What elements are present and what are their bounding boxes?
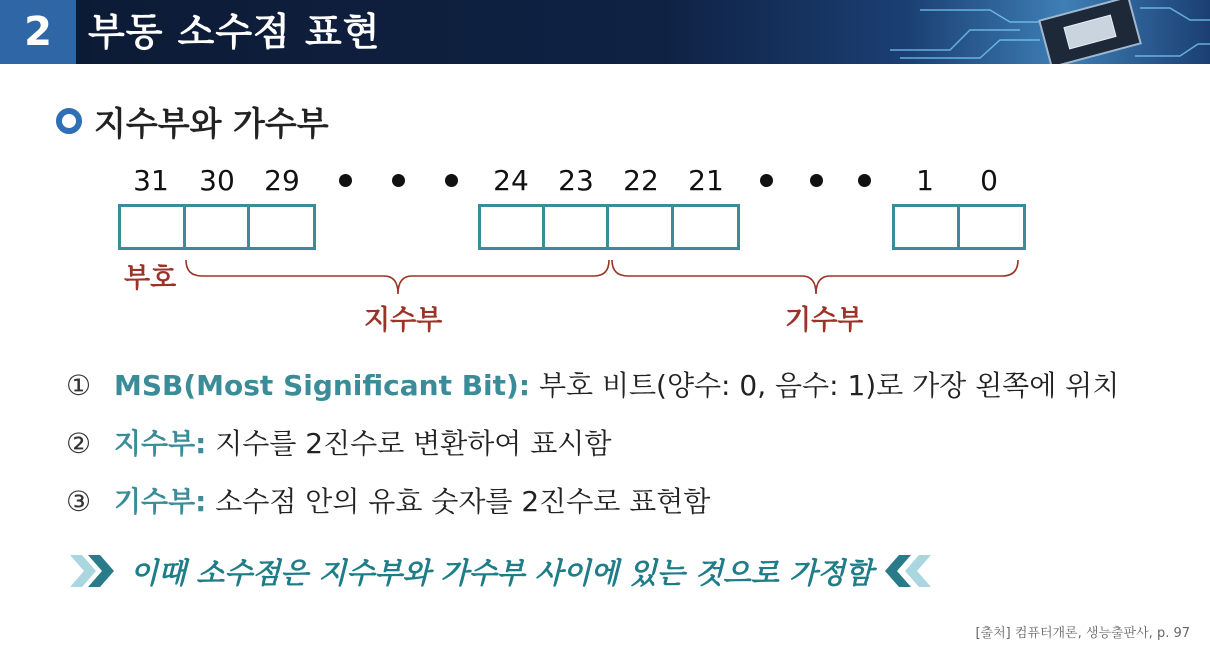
mantissa-brace [612,260,1018,294]
bit-number: 29 [264,164,300,197]
note-banner [70,546,933,596]
bit-number: 0 [980,164,998,197]
item-marker: ③ [66,485,92,518]
mantissa-label: 기수부 [785,305,864,336]
item-description: 지수를 2진수로 변환하여 표시함 [206,427,612,460]
bit-number: 23 [558,164,594,197]
item-description: 부호 비트(양수: 0, 음수: 1)로 가장 왼쪽에 위치 [530,369,1120,402]
page-title: 부동 소수점 표현 [88,10,381,54]
note-text: 이때 소수점은 지수부와 가수부 사이에 있는 것으로 가정함 [130,555,874,590]
bit-number: 30 [199,164,235,197]
item-marker: ② [66,427,92,460]
subheading-text: 지수부와 가수부 [94,103,329,143]
list-item [66,422,611,466]
bit-number: 1 [916,164,934,197]
exponent-label: 지수부 [364,305,443,336]
bit-number: 31 [133,164,169,197]
bit-number: 21 [688,164,724,197]
double-chevron-left-icon [885,555,933,587]
item-term: 지수부: [114,427,207,460]
item-term: 기수부: [114,485,207,518]
bit-number: 22 [623,164,659,197]
item-description: 소수점 안의 유효 숫자를 2진수로 표현함 [206,485,711,518]
bit-number: 24 [493,164,529,197]
section-number: 2 [0,0,76,64]
sign-label: 부호 [124,263,177,294]
list-item [66,480,710,524]
exponent-brace [186,260,609,294]
double-chevron-right-icon [70,555,118,587]
source-citation: [출처] 컴퓨터개론, 생능출판사, p. 97 [975,626,1190,641]
item-term: MSB(Most Significant Bit): [114,369,531,402]
item-marker: ① [66,369,92,402]
list-item [66,364,1119,408]
